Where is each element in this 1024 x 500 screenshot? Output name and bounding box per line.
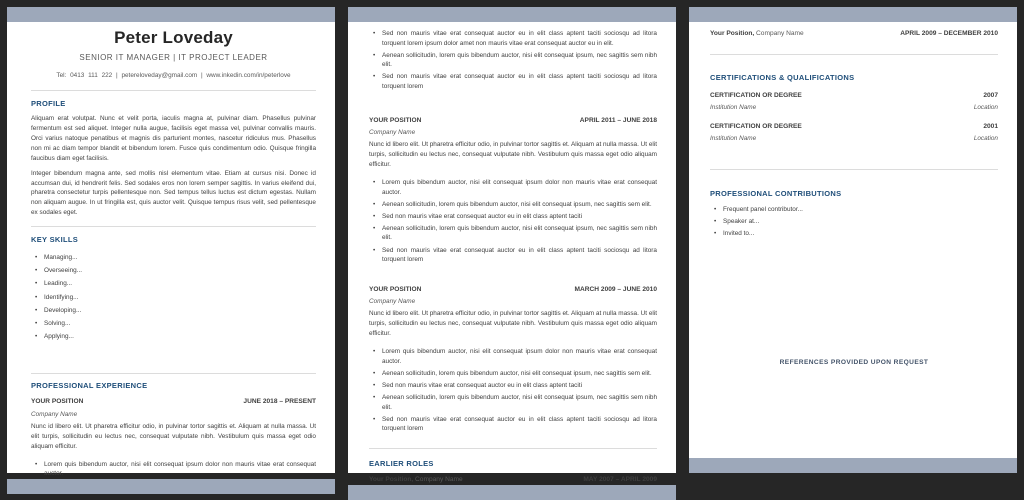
section-divider <box>369 448 657 449</box>
contribution-text: • Invited to... <box>723 230 755 238</box>
skill-item-label: • Leading... <box>44 280 73 288</box>
experience-bullet-list <box>369 178 657 265</box>
experience-bullet-text: • Sed non mauris vitae erat consequat auctor eu in elit class aptent taciti sociosqu ad litora torquent lorem <box>382 415 657 433</box>
company-name: Company Name <box>415 475 463 483</box>
section-divider <box>710 54 998 55</box>
skill-item <box>31 253 316 263</box>
earlier-role-row <box>710 29 998 39</box>
certification-header-row <box>710 91 998 101</box>
certification-location: Location <box>973 104 998 111</box>
experience-bullet <box>369 415 657 434</box>
page-top-bar <box>348 7 676 22</box>
continuation-bullet-list <box>369 29 657 92</box>
experience-bullet-text: • Sed non mauris vitae erat consequat auctor eu in elit class aptent taciti <box>382 381 582 389</box>
experience-bullet <box>369 369 657 379</box>
contribution-text: • Frequent panel contributor... <box>723 206 803 213</box>
certification-location: Location <box>973 135 998 142</box>
experience-summary: Nunc id libero elit. Ut pharetra efficitur odio, in pulvinar tortor sagittis et. Aliquam at nulla massa. Ut elit turpis, sollicitudin eu lectus nec, consequat vulputate nibh. Vestibulum quis massa eget odio aliquam efficitur. <box>369 310 657 338</box>
institution-name: Institution Name <box>710 135 757 142</box>
profile-paragraph-1: Aliquam erat volutpat. Nunc et velit porta, iaculis magna at, pulvinar diam. Phasellus pulvinar fermentum est sed aliquet. Integer nulla augue, facilisis eget massa vel, pulvinar convallis mauris. Orci varius natoque penatibus et magnis dis parturient montes, nascetur ridiculus mus. Phasellus non mi ac diam tempor blandit et bibendum lorem. Fusce quis condimentum odio. Quisque fringilla faucibus diam eget facilisis. <box>31 115 316 162</box>
resume-header <box>31 22 316 82</box>
contributions-list <box>710 205 998 239</box>
experience-bullet-text: • Sed non mauris vitae erat consequat auctor eu in elit class aptent taciti sociosqu ad litora torquent lorem <box>382 246 657 264</box>
position-title: Your Position, <box>369 475 414 483</box>
experience-bullet <box>369 178 657 197</box>
institution-name: Institution Name <box>710 104 757 111</box>
experience-bullet <box>369 51 657 70</box>
position-dates: JUNE 2018 – PRESENT <box>243 398 316 406</box>
skill-item-label: • Developing... <box>44 306 82 314</box>
experience-bullet-text: • Aenean sollicitudin, lorem quis bibendum auctor, nisi elit consequat ipsum, nec sagittis sem nibh elit. <box>382 224 657 242</box>
position-header-row <box>369 116 657 126</box>
contribution-text: • Speaker at... <box>723 218 760 226</box>
page-1-content <box>7 22 335 479</box>
contribution-item <box>710 217 998 227</box>
experience-bullet <box>369 393 657 412</box>
page-bottom-bar <box>7 479 335 494</box>
section-divider <box>31 226 316 227</box>
experience-bullet-text: • Sed non mauris vitae erat consequat auctor eu in elit class aptent taciti sociosqu ad litora torquent lorem ipsum dolor amet non mauris vitae erat consequat auctor eu in elit. <box>382 30 657 47</box>
key-skills-list <box>31 253 316 341</box>
certification-subrow <box>710 103 998 112</box>
profile-paragraph-2: Integer bibendum magna ante, sed mollis nisl elementum vitae. Etiam at cursus nisi. Donec id accumsan dui, id hendrerit felis. Sed sodales eros non lorem semper sagittis. In varius eleifend dui, pharetra consectetur turpis pellentesque non. Sed tempus tellus luctus est dictum egestas. Nullam non aliquam augue. In ut fringilla est, quis auctor velit. Quisque tempus risus velit, sed pellentesque ex sodales eget. <box>31 169 316 217</box>
certification-entry <box>710 122 998 143</box>
experience-bullet-text: • Aenean sollicitudin, lorem quis bibendum auctor, nisi elit consequat ipsum, nec sagittis sem nibh elit. <box>382 394 657 411</box>
section-divider <box>710 169 998 170</box>
position-section <box>369 116 657 265</box>
page-2-content <box>348 22 676 485</box>
candidate-name: Peter Loveday <box>114 28 233 47</box>
experience-bullet <box>31 460 316 479</box>
company-name: Company Name <box>369 298 416 306</box>
experience-summary: Nunc id libero elit. Ut pharetra efficitur odio, in pulvinar tortor sagittis et. Aliquam at nulla massa. Ut elit turpis, sollicitudin eu lectus nec, consequat vulputate nibh. Vestibulum quis massa eget odio aliquam efficitur. <box>31 422 316 450</box>
certification-title: CERTIFICATION OR DEGREE <box>710 123 802 130</box>
certification-entry <box>710 91 998 112</box>
position-dates: APRIL 2009 – DECEMBER 2010 <box>900 30 998 37</box>
position-section <box>369 285 657 434</box>
earlier-role-left <box>369 475 463 485</box>
skill-item <box>31 332 316 342</box>
certification-header-row <box>710 122 998 132</box>
skill-item <box>31 306 316 316</box>
experience-bullet <box>369 29 657 48</box>
skill-item <box>31 293 316 303</box>
company-name: Company Name <box>756 30 804 37</box>
position-title: Your Position, <box>710 30 755 37</box>
certification-year: 2007 <box>983 92 998 99</box>
position-title: YOUR POSITION <box>369 285 422 293</box>
skill-item <box>31 266 316 276</box>
page-top-bar <box>689 7 1017 22</box>
position-dates: MARCH 2009 – JUNE 2010 <box>574 285 657 293</box>
position-dates: MAY 2007 – APRIL 2009 <box>583 475 657 483</box>
skill-item-label: • Applying... <box>44 332 74 340</box>
resume-page-3 <box>689 7 1017 473</box>
position-header-row <box>31 397 316 407</box>
experience-bullet-text: • Lorem quis bibendum auctor, nisi elit consequat ipsum dolor non mauris vitae erat consequat auctor. <box>382 348 657 365</box>
candidate-title: SENIOR IT MANAGER | IT PROJECT LEADER <box>79 53 268 62</box>
position-title: YOUR POSITION <box>31 398 84 406</box>
company-name: Company Name <box>31 410 78 418</box>
experience-bullet-text: • Lorem quis bibendum auctor, nisi elit consequat ipsum dolor non mauris vitae erat consequat auctor. <box>44 460 316 478</box>
experience-bullet <box>369 347 657 366</box>
section-heading-profile: PROFILE <box>31 99 66 108</box>
company-name: Company Name <box>369 129 416 137</box>
page-top-bar <box>7 7 335 22</box>
page-bottom-bar <box>689 458 1017 473</box>
experience-bullet-text: • Lorem quis bibendum auctor, nisi elit consequat ipsum dolor non mauris vitae erat consequat auctor. <box>382 178 657 196</box>
contact-info: Tel: 0413 111 222 | petereloveday@gmail.com | www.inkedin.com/in/peterlove <box>56 72 291 79</box>
experience-bullet-text: • Aenean sollicitudin, lorem quis bibendum auctor, nisi elit consequat ipsum, nec sagittis sem elit. <box>382 200 652 208</box>
references-note: REFERENCES PROVIDED UPON REQUEST <box>779 358 929 366</box>
experience-bullet <box>369 381 657 391</box>
experience-bullet <box>369 72 657 91</box>
skill-item-label: • Solving... <box>44 319 71 327</box>
experience-bullet-list <box>31 460 316 479</box>
section-heading-certifications: CERTIFICATIONS & QUALIFICATIONS <box>710 73 855 82</box>
skill-item-label: • Overseeing... <box>44 267 83 275</box>
resume-page-2 <box>348 7 676 483</box>
certification-year: 2001 <box>983 123 998 130</box>
earlier-role-row <box>369 475 657 485</box>
section-divider <box>31 90 316 91</box>
skill-item-label: • Managing... <box>44 254 78 262</box>
experience-bullet-list <box>369 347 657 434</box>
skill-item <box>31 319 316 329</box>
contribution-item <box>710 229 998 239</box>
resume-page-1 <box>7 7 335 478</box>
experience-bullet <box>369 212 657 222</box>
certification-subrow <box>710 134 998 143</box>
section-heading-key-skills: KEY SKILLS <box>31 235 79 245</box>
earlier-role-left <box>710 29 804 39</box>
section-heading-contributions: PROFESSIONAL CONTRIBUTIONS <box>710 189 842 198</box>
skill-item <box>31 279 316 289</box>
contribution-item <box>710 205 998 215</box>
section-heading-experience: PROFESSIONAL EXPERIENCE <box>31 381 148 391</box>
experience-bullet-text: • Sed non mauris vitae erat consequat auctor eu in elit class aptent taciti sociosqu ad litora torquent lorem <box>382 73 657 91</box>
experience-bullet <box>369 200 657 210</box>
section-heading-earlier-roles: EARLIER ROLES <box>369 458 434 468</box>
experience-bullet <box>369 224 657 243</box>
position-header-row <box>369 285 657 295</box>
certification-title: CERTIFICATION OR DEGREE <box>710 92 802 99</box>
page-3-content <box>689 22 1017 458</box>
experience-bullet <box>369 246 657 265</box>
experience-bullet-text: • Aenean sollicitudin, lorem quis bibendum auctor, nisi elit consequat ipsum, nec sagittis sem nibh elit. <box>382 51 657 69</box>
position-dates: APRIL 2011 – JUNE 2018 <box>579 116 657 124</box>
experience-summary: Nunc id libero elit. Ut pharetra efficitur odio, in pulvinar tortor sagittis et. Aliquam at nulla massa. Ut elit turpis, sollicitudin eu lectus nec, consequat vulputate nibh. Vestibulum quis massa eget odio aliquam efficitur. <box>369 141 657 168</box>
experience-bullet-text: • Aenean sollicitudin, lorem quis bibendum auctor, nisi elit consequat ipsum, nec sagittis sem elit. <box>382 369 652 377</box>
position-title: YOUR POSITION <box>369 116 422 124</box>
section-divider <box>31 373 316 374</box>
experience-bullet-text: • Sed non mauris vitae erat consequat auctor eu in elit class aptent taciti <box>382 212 582 220</box>
skill-item-label: • Identifying... <box>44 293 79 301</box>
page-bottom-bar <box>348 485 676 500</box>
